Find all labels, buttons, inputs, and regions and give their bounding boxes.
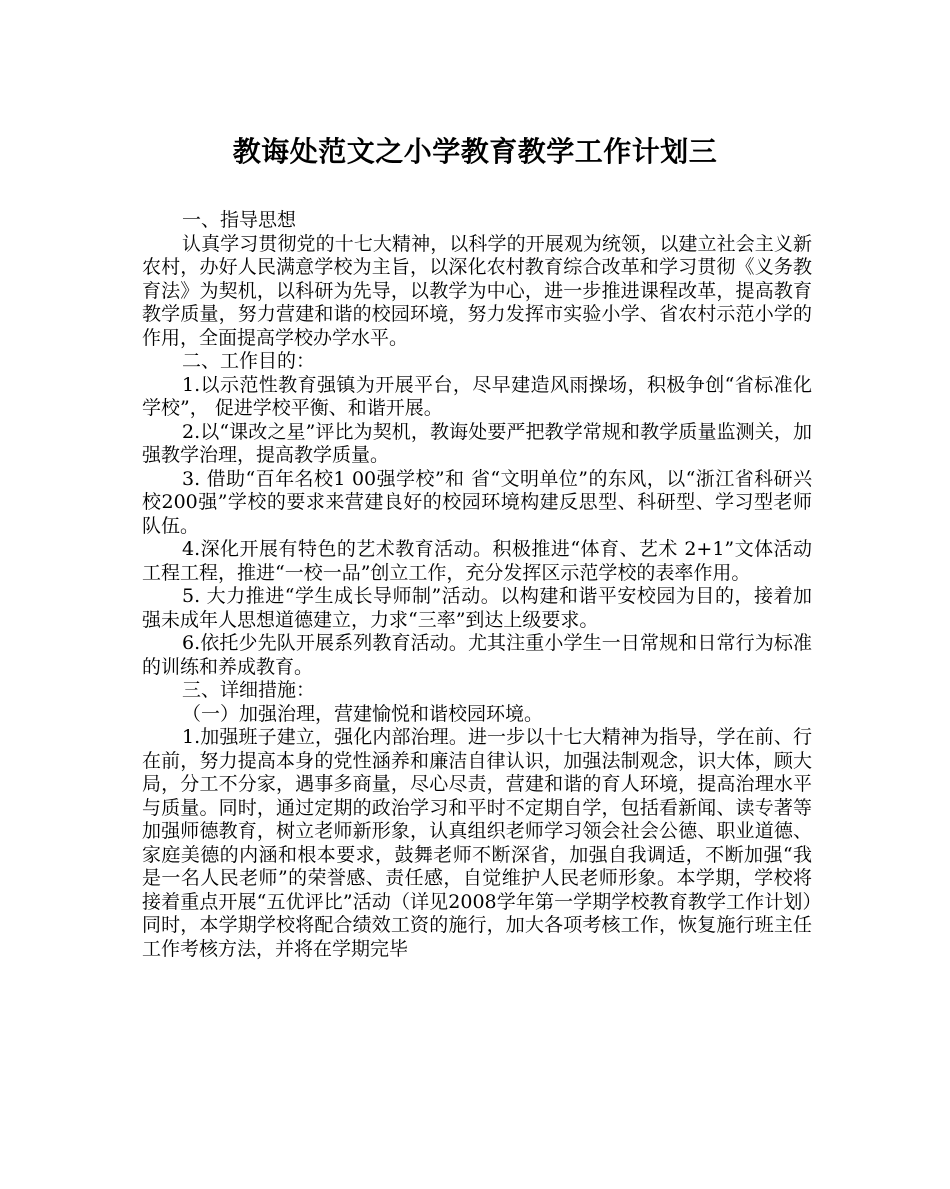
measure-item-1: 1.加强班子建立，强化内部治理。进一步以十七大精神为指导，学在前、行在前，努力提高本身的党性涵养和廉洁自律认识，加强法制观念，识大体，顾大局，分工不分家，遇事多商量，尽心尽责，营建和谐的育人环境，提高治理水平与质量。同时，通过定期的政治学习和平时不定期自学，包括看新闻、读专著等加强师德教育，树立老师新形象，认真组织老师学习领会社会公德、职业道德、家庭美德的内涵和根本要求，鼓舞老师不断深省，加强自我调适，不断加强“我是一名人民老师”的荣誉感、责任感，自觉维护人民老师形象。本学期，学校将接着重点开展“五优评比”活动（详见2008学年第一学期学校教育教学工作计划）同时，本学期学校将配合绩效工资的施行，加大各项考核工作，恢复施行班主任工作考核方法，并将在学期完毕 <box>142 726 812 960</box>
goal-item-5: 5. 大力推进“学生成长导师制”活动。以构建和谐平安校园为目的，接着加强未成年人思想道德建立，力求“三率”到达上级要求。 <box>142 585 812 631</box>
section-heading-measures: 三、详细措施： <box>182 679 316 701</box>
paragraph-guiding-ideology: 认真学习贯彻党的十七大精神，以科学的开展观为统领，以建立社会主义新农村，办好人民满意学校为主旨，以深化农村教育综合改革和学习贯彻《义务教育法》为契机，以科研为先导，以教学为中心，进一步推进课程改革，提高教育教学质量，努力营建和谐的校园环境，努力发挥市实验小学、省农村示范小学的作用，全面提高学校办学水平。 <box>142 232 812 349</box>
document-title: 教诲处范文之小学教育教学工作计划三 <box>232 135 718 168</box>
subsection-heading-management: （一）加强治理，营建愉悦和谐校园环境。 <box>182 702 544 725</box>
section-heading-work-goals: 二、工作目的： <box>182 350 316 372</box>
goal-item-4: 4.深化开展有特色的艺术教育活动。积极推进“体育、艺术 2+1”文体活动工程工程，推进“一校一品”创立工作，充分发挥区示范学校的表率作用。 <box>142 538 812 584</box>
section-heading-guiding-ideology: 一、指导思想 <box>182 209 297 231</box>
goal-item-2: 2.以“课改之星”评比为契机，教诲处要严把教学常规和教学质量监测关，加强教学治理，提高教学质量。 <box>142 420 812 466</box>
goal-item-3: 3. 借助“百年名校1 00强学校”和 省“文明单位”的东风，以“浙江省科研兴校200强”学校的要求来营建良好的校园环境构建反思型、科研型、学习型老师队伍。 <box>142 467 812 537</box>
goal-item-1: 1.以示范性教育强镇为开展平台，尽早建造风雨操场，积极争创“省标准化学校”， 促进学校平衡、和谐开展。 <box>142 373 812 419</box>
goal-item-6: 6.依托少先队开展系列教育活动。尤其注重小学生一日常规和日常行为标准的训练和养成教育。 <box>142 632 812 678</box>
document-body <box>142 209 812 961</box>
